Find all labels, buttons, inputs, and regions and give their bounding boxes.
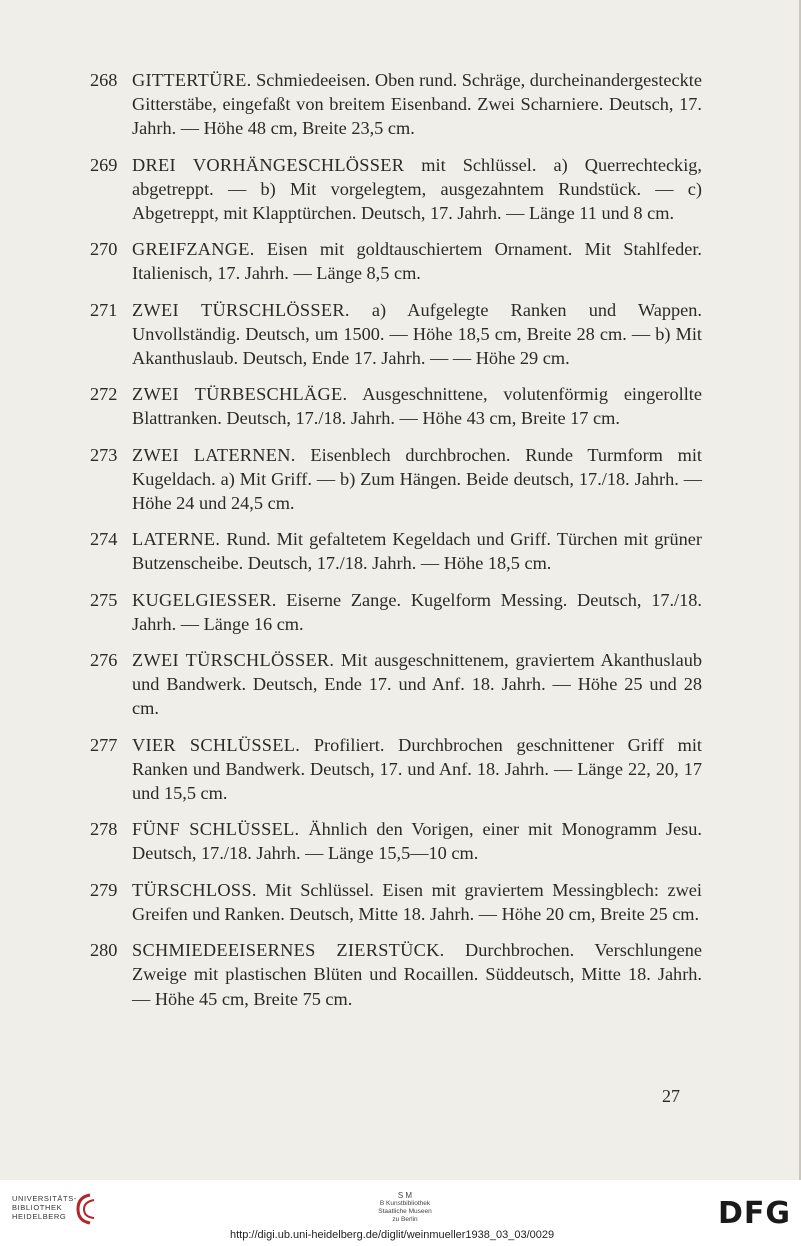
entry-title: KUGELGIESSER. xyxy=(132,589,277,610)
entry-number: 271 xyxy=(90,299,118,320)
catalog-entry xyxy=(90,237,702,285)
entry-title: GITTERTÜRE. xyxy=(132,70,252,90)
entry-number: 270 xyxy=(90,239,118,260)
entry-number: 273 xyxy=(90,444,118,465)
catalog-entry xyxy=(90,382,702,430)
museum-stamp xyxy=(350,1192,460,1224)
entry-description: Rund. Mit gefaltetem Kegeldach und Griff. Türchen mit grüner Butzenscheibe. Deutsch, 17./18. Jahrh. — Höhe 18,5 cm. xyxy=(132,529,702,574)
entry-title: GREIFZANGE. xyxy=(132,239,255,260)
stamp-line-2: B Kunstbibliothek xyxy=(379,1200,431,1207)
entry-number: 276 xyxy=(90,650,118,671)
university-line-2: BIBLIOTHEK xyxy=(12,1203,63,1212)
entry-number: 279 xyxy=(90,879,118,900)
catalog-entry xyxy=(90,733,702,806)
entry-number: 278 xyxy=(90,819,118,840)
entry-number: 274 xyxy=(90,529,118,550)
entry-description: Ähnlich den Vorigen, einer mit Monogramm Jesu. Deutsch, 17./18. Jahrh. — Länge 15,5—10 cm. xyxy=(132,819,702,864)
entry-description: Eisenblech durchbrochen. Runde Turmform mit Kugeldach. a) Mit Griff. — b) Zum Hängen. Beide deutsch, 17./18. Jahrh. — Höhe 24 und 24,5 cm. xyxy=(132,444,703,514)
stamp-line-1: S M xyxy=(397,1191,413,1200)
page-number: 27 xyxy=(662,1086,680,1106)
viewer-footer xyxy=(0,1180,801,1246)
entry-description: Ausgeschnittene, volutenförmig eingerollte Blattranken. Deutsch, 17./18. Jahrh. — Höhe 43 cm, Breite 17 cm. xyxy=(132,384,702,429)
entry-description: Mit Schlüssel. Eisen mit graviertem Messingblech: zwei Greifen und Ranken. Deutsch, Mitte 18. Jahrh. — Höhe 20 cm, Breite 25 cm. xyxy=(132,879,702,924)
university-library-label[interactable] xyxy=(12,1194,77,1221)
catalog-entry xyxy=(90,153,702,226)
stamp-line-4: zu Berlin xyxy=(392,1216,418,1223)
catalog-entries xyxy=(90,68,702,1023)
entry-description: mit Schlüssel. a) Querrechteckig, abgetreppt. — b) Mit vorgelegtem, ausgezahntem Rundstück. — c) Abgetreppt, mit Klapptürchen. Deutsch, 17. Jahrh. — Länge 11 und 8 cm. xyxy=(132,154,702,224)
entry-description: a) Aufgelegte Ranken und Wappen. Unvollständig. Deutsch, um 1500. — Höhe 18,5 cm, Breite 28 cm. — b) Mit Akanthuslaub. Deutsch, Ende 17. Jahrh. — — Höhe 29 cm. xyxy=(132,299,702,369)
entry-title: ZWEI TÜRSCHLÖSSER. xyxy=(132,650,335,671)
page-url[interactable]: http://digi.ub.uni-heidelberg.de/diglit/weinmueller1938_03_03/0029 xyxy=(230,1229,555,1241)
entry-title: SCHMIEDEEISERNES ZIERSTÜCK. xyxy=(132,940,445,961)
entry-title: ZWEI TÜRSCHLÖSSER. xyxy=(132,299,350,320)
stamp-line-3: Staatliche Museen xyxy=(378,1208,432,1215)
catalog-entry xyxy=(90,938,702,1011)
catalog-entry xyxy=(90,527,702,575)
entry-number: 272 xyxy=(90,384,118,405)
entry-number: 277 xyxy=(90,734,118,755)
entry-description: Durchbrochen. Verschlungene Zweige mit plastischen Blüten und Rocaillen. Süddeutsch, Mitte 18. Jahrh. — Höhe 45 cm, Breite 75 cm. xyxy=(132,940,702,1009)
entry-title: TÜRSCHLOSS. xyxy=(132,879,257,900)
entry-number: 268 xyxy=(90,70,118,90)
catalog-entry xyxy=(90,648,702,721)
entry-description: Profiliert. Durchbrochen geschnittener Griff mit Ranken und Bandwerk. Deutsch, 17. und Anf. 18. Jahrh. — Länge 22, 20, 17 und 15,5 cm. xyxy=(132,734,702,804)
dfg-logo[interactable]: DFG xyxy=(718,1196,792,1231)
entry-title: LATERNE. xyxy=(132,529,221,550)
entry-description: Eiserne Zange. Kugelform Messing. Deutsch, 17./18. Jahrh. — Länge 16 cm. xyxy=(132,589,702,634)
entry-title: DREI VORHÄNGESCHLÖSSER xyxy=(132,154,405,175)
entry-title: FÜNF SCHLÜSSEL. xyxy=(132,819,300,840)
entry-description: Schmiedeeisen. Oben rund. Schräge, durcheinandergesteckte Gitterstäbe, eingefaßt von breitem Eisenband. Zwei Scharniere. Deutsch, 17. Jahrh. — Höhe 48 cm, Breite 23,5 cm. xyxy=(132,70,702,139)
entry-title: ZWEI TÜRBESCHLÄGE. xyxy=(132,384,348,405)
entry-number: 275 xyxy=(90,589,118,610)
entry-number: 280 xyxy=(90,940,118,961)
catalog-entry xyxy=(90,817,702,865)
entry-title: VIER SCHLÜSSEL. xyxy=(132,734,301,755)
entry-description: Mit ausgeschnittenem, graviertem Akanthuslaub und Bandwerk. Deutsch, Ende 17. und Anf. 18. Jahrh. — Höhe 25 und 28 cm. xyxy=(132,650,702,719)
entry-description: Eisen mit goldtauschiertem Ornament. Mit Stahlfeder. Italienisch, 17. Jahrh. — Länge 8,5 cm. xyxy=(132,239,702,284)
university-logo-icon[interactable] xyxy=(74,1192,96,1226)
university-line-1: UNIVERSITÄTS- xyxy=(12,1194,77,1203)
catalog-entry xyxy=(90,443,702,516)
entry-number: 269 xyxy=(90,154,118,175)
catalog-entry xyxy=(90,878,702,926)
university-line-3: HEIDELBERG xyxy=(12,1212,67,1221)
catalog-entry xyxy=(90,68,702,141)
catalog-entry xyxy=(90,298,702,371)
entry-title: ZWEI LATERNEN. xyxy=(132,444,296,465)
catalog-entry xyxy=(90,588,702,636)
